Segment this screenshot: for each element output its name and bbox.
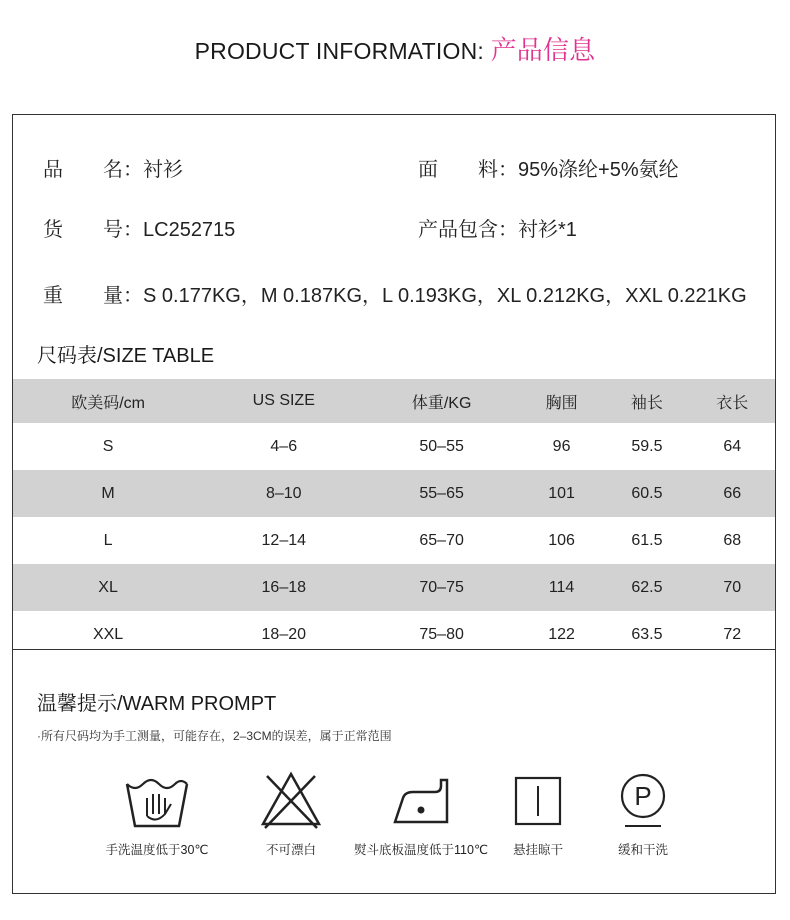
name-label: 品 名： <box>43 159 143 181</box>
table-cell: 55–65 <box>364 470 519 517</box>
table-cell: L <box>103 531 113 549</box>
col-header: 欧美码/cm <box>13 379 203 423</box>
table-cell: XL <box>13 564 203 611</box>
no-bleach-icon <box>259 770 323 830</box>
weight-value: S 0.177KG，M 0.187KG，L 0.193KG，XL 0.212KG，XXL 0.221KG <box>143 285 747 307</box>
table-cell: 70 <box>690 564 775 611</box>
care-label: 悬挂晾干 <box>512 843 563 857</box>
iron-icon <box>389 770 453 830</box>
info-fabric <box>418 153 679 182</box>
size-table-title: 尺码表/SIZE TABLE <box>37 345 215 367</box>
title-chinese: 产品信息 <box>490 35 596 65</box>
package-value: 衬衫*1 <box>518 219 577 241</box>
svg-text:P: P <box>634 781 652 811</box>
table-cell: 63.5 <box>631 625 663 643</box>
care-label: 熨斗底板温度低于110℃ <box>354 843 488 857</box>
table-cell: 70–75 <box>364 564 519 611</box>
table-cell: 65–70 <box>419 531 464 549</box>
care-dry-clean <box>603 770 683 858</box>
warm-prompt-title: 温馨提示/WARM PROMPT <box>37 693 277 715</box>
care-no-bleach <box>231 770 351 858</box>
care-label: 缓和干洗 <box>617 843 668 857</box>
care-hang-dry <box>503 770 573 858</box>
col-header: 体重/KG <box>364 379 519 423</box>
col-header: 衣长 <box>690 379 775 423</box>
table-cell: 106 <box>548 531 575 549</box>
info-code <box>43 213 235 242</box>
fabric-label: 面 料： <box>418 159 518 181</box>
product-info-frame <box>12 114 776 894</box>
page-title <box>0 30 790 67</box>
col-header: 胸围 <box>519 379 604 423</box>
care-iron <box>341 770 501 858</box>
table-cell: 62.5 <box>604 564 689 611</box>
code-label: 货 号： <box>43 219 143 241</box>
table-cell: 8–10 <box>203 470 364 517</box>
table-cell: 18–20 <box>261 625 307 643</box>
table-cell: 64 <box>723 437 742 455</box>
table-cell: 60.5 <box>604 470 689 517</box>
hang-dry-icon <box>512 770 564 830</box>
title-english: PRODUCT INFORMATION: <box>194 38 491 64</box>
table-cell: M <box>13 470 203 517</box>
table-cell: XXL <box>92 625 124 643</box>
weight-label: 重 量： <box>43 285 143 307</box>
table-cell: 101 <box>519 470 604 517</box>
hand-wash-icon <box>123 770 191 830</box>
table-cell: 59.5 <box>631 437 663 455</box>
package-label: 产品包含： <box>418 219 518 241</box>
table-cell: 68 <box>723 531 742 549</box>
fabric-value: 95%涤纶+5%氨纶 <box>518 159 679 181</box>
table-cell: 72 <box>723 625 742 643</box>
col-header: US SIZE <box>203 379 364 423</box>
table-cell: 114 <box>519 564 604 611</box>
care-hand-wash <box>87 770 227 858</box>
table-cell: 50–55 <box>419 437 464 455</box>
table-cell: S <box>102 437 114 455</box>
measurement-note: ·所有尺码均为手工测量，可能存在，2–3CM的误差，属于正常范围 <box>37 729 392 743</box>
dry-clean-p-icon <box>617 770 669 830</box>
info-weight <box>43 279 747 308</box>
table-cell: 16–18 <box>203 564 364 611</box>
section-divider <box>13 649 775 650</box>
info-name <box>43 153 183 182</box>
table-cell: 61.5 <box>631 531 663 549</box>
table-row <box>13 564 775 611</box>
table-cell: 4–6 <box>270 437 298 455</box>
size-table <box>13 379 775 658</box>
table-row <box>13 611 775 658</box>
table-row <box>13 517 775 564</box>
table-cell: 75–80 <box>419 625 464 643</box>
table-cell: 12–14 <box>261 531 307 549</box>
info-package <box>418 213 577 242</box>
table-row <box>13 470 775 517</box>
table-cell: 66 <box>690 470 775 517</box>
care-label: 手洗温度低于30℃ <box>105 843 209 857</box>
size-table-header <box>13 379 775 423</box>
table-cell: 96 <box>552 437 571 455</box>
name-value: 衬衫 <box>143 159 183 181</box>
col-header: 袖长 <box>604 379 689 423</box>
care-label: 不可漂白 <box>265 843 316 857</box>
code-value: LC252715 <box>143 219 236 241</box>
table-cell: 122 <box>548 625 575 643</box>
table-row <box>13 423 775 470</box>
